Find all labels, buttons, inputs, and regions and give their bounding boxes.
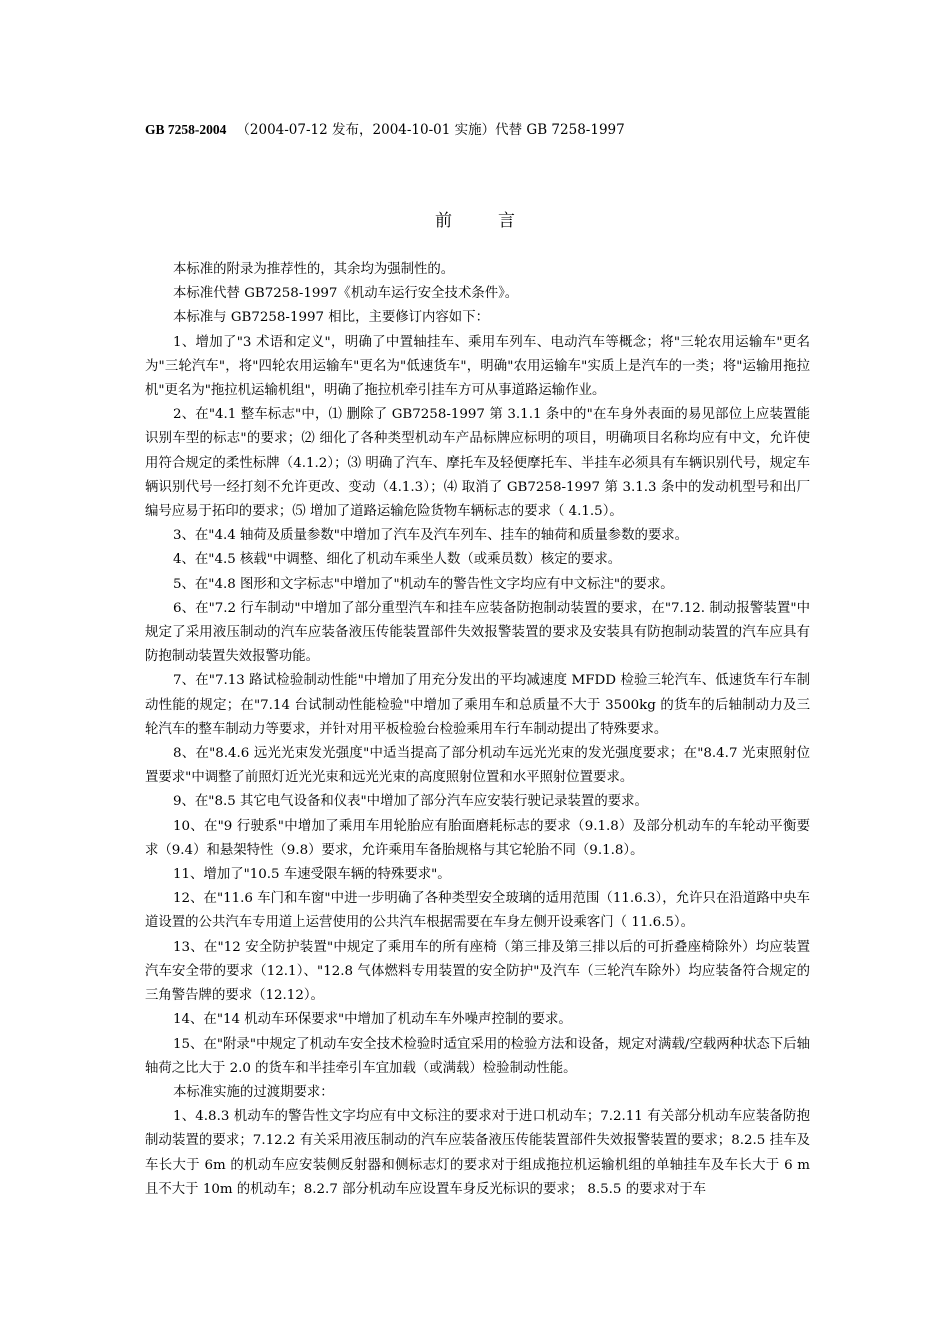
paragraph: 2、在"4.1 整车标志"中，⑴ 删除了 GB7258-1997 第 3.1.1 条中的"在车身外表面的易见部位上应装置能识别车型的标志"的要求；⑵ 细化了各种类型机动车产品标牌应标明的项目，明确项目名称均应有中文，允许使用符合规定的柔性标牌（4.1.2）；⑶ 明确了汽车、摩托车及轻便摩托车、半挂车必须具有车辆识别代号，规定车辆识别代号一经打刻不允许更改、变动（4.1.3）；⑷ 取消了 GB7258-1997 第 3.1.3 条中的发动机型号和出厂编号应易于拓印的要求；⑸ 增加了道路运输危险货物车辆标志的要求（ 4.1.5）。 (145, 407, 810, 520)
paragraph: 1、增加了"3 术语和定义"，明确了中置轴挂车、乘用车列车、电动汽车等概念；将"三轮农用运输车"更名为"三轮汽车"，将"四轮农用运输车"更名为"低速货车"，明确"农用运输车"实质上是汽车的一类；将"运输用拖拉机"更名为"拖拉机运输机组"，明确了拖拉机牵引挂车方可从事道路运输作业。 (145, 334, 810, 399)
standard-header (145, 121, 625, 139)
paragraph: 13、在"12 安全防护装置"中规定了乘用车的所有座椅（第三排及第三排以后的可折叠座椅除外）均应装置汽车安全带的要求（12.1）、"12.8 气体燃料专用装置的安全防护"及汽车（三轮汽车除外）均应装备符合规定的三角警告牌的要求（12.12）。 (145, 939, 810, 1004)
paragraph: 14、在"14 机动车环保要求"中增加了机动车车外噪声控制的要求。 (173, 1012, 572, 1028)
paragraph: 12、在"11.6 车门和车窗"中进一步明确了各种类型安全玻璃的适用范围（11.6.3），允许只在沿道路中央车道设置的公共汽车专用道上运营使用的公共汽车根据需要在车身左侧开设乘客门（ 11.6.5）。 (145, 891, 810, 931)
page-title (0, 208, 950, 234)
paragraph: 1、4.8.3 机动车的警告性文字均应有中文标注的要求对于进口机动车；7.2.11 有关部分机动车应装备防抱制动装置的要求；7.12.2 有关采用液压制动的汽车应装备液压传能装置部件失效报警装置的要求；8.2.5 挂车及车长大于 6m 的机动车应安装侧反射器和侧标志灯的要求对于组成拖拉机运输机组的单轴挂车及车长大于 6 m 且不大于 10m 的机动车；8.2.7 部分机动车应设置车身反光标识的要求； 8.5.5 的要求对于车 (145, 1109, 810, 1197)
paragraph: 8、在"8.4.6 远光光束发光强度"中适当提高了部分机动车远光光束的发光强度要求；在"8.4.7 光束照射位置要求"中调整了前照灯近光光束和远光光束的高度照射位置和水平照射位置要求。 (145, 746, 810, 786)
paragraph: 本标准的附录为推荐性的，其余均为强制性的。 (173, 262, 455, 277)
paragraph: 9、在"8.5 其它电气设备和仪表"中增加了部分汽车应安装行驶记录装置的要求。 (173, 794, 648, 810)
title-char-2: 言 (498, 211, 515, 231)
paragraph: 4、在"4.5 核载"中调整、细化了机动车乘坐人数（或乘员数）核定的要求。 (173, 552, 622, 568)
paragraph: 5、在"4.8 图形和文字标志"中增加了"机动车的警告性文字均应有中文标注"的要求。 (173, 576, 674, 592)
standard-meta: （2004-07-12 发布，2004-10-01 实施）代替 GB 7258-1997 (236, 122, 625, 138)
paragraph: 11、增加了"10.5 车速受限车辆的特殊要求"。 (173, 867, 451, 883)
paragraph: 本标准实施的过渡期要求： (173, 1084, 334, 1100)
paragraph: 本标准代替 GB7258-1997《机动车运行安全技术条件》。 (173, 286, 519, 302)
paragraph: 7、在"7.13 路试检验制动性能"中增加了用充分发出的平均减速度 MFDD 检验三轮汽车、低速货车行车制动性能的规定；在"7.14 台试制动性能检验"中增加了乘用车和总质量不大于 3500kg 的货车的后轴制动力及三轮汽车的整车制动力等要求，并针对用平板检验台检验乘用车行车制动提出了特殊要求。 (145, 673, 810, 737)
paragraph: 6、在"7.2 行车制动"中增加了部分重型汽车和挂车应装备防抱制动装置的要求，在"7.12. 制动报警装置"中规定了采用液压制动的汽车应装备液压传能装置部件失效报警装置的要求及安装具有防抱制动装置的汽车应具有防抱制动装置失效报警功能。 (145, 600, 810, 665)
paragraph: 10、在"9 行驶系"中增加了乘用车用轮胎应有胎面磨耗标志的要求（9.1.8）及部分机动车的车轮动平衡要求（9.4）和悬架特性（9.8）要求，允许乘用车备胎规格与其它轮胎不同（9.1.8）。 (145, 818, 810, 858)
standard-code: GB 7258-2004 (145, 122, 227, 137)
foreword-body (145, 258, 810, 1202)
paragraph: 3、在"4.4 轴荷及质量参数"中增加了汽车及汽车列车、挂车的轴荷和质量参数的要求。 (173, 528, 689, 544)
paragraph: 本标准与 GB7258-1997 相比，主要修订内容如下： (173, 310, 489, 326)
paragraph: 15、在"附录"中规定了机动车安全技术检验时适宜采用的检验方法和设备，规定对满载/空载两种状态下后轴轴荷之比大于 2.0 的货车和半挂牵引车宜加载（或满载）检验制动性能。 (145, 1036, 810, 1076)
title-char-1: 前 (435, 211, 452, 231)
